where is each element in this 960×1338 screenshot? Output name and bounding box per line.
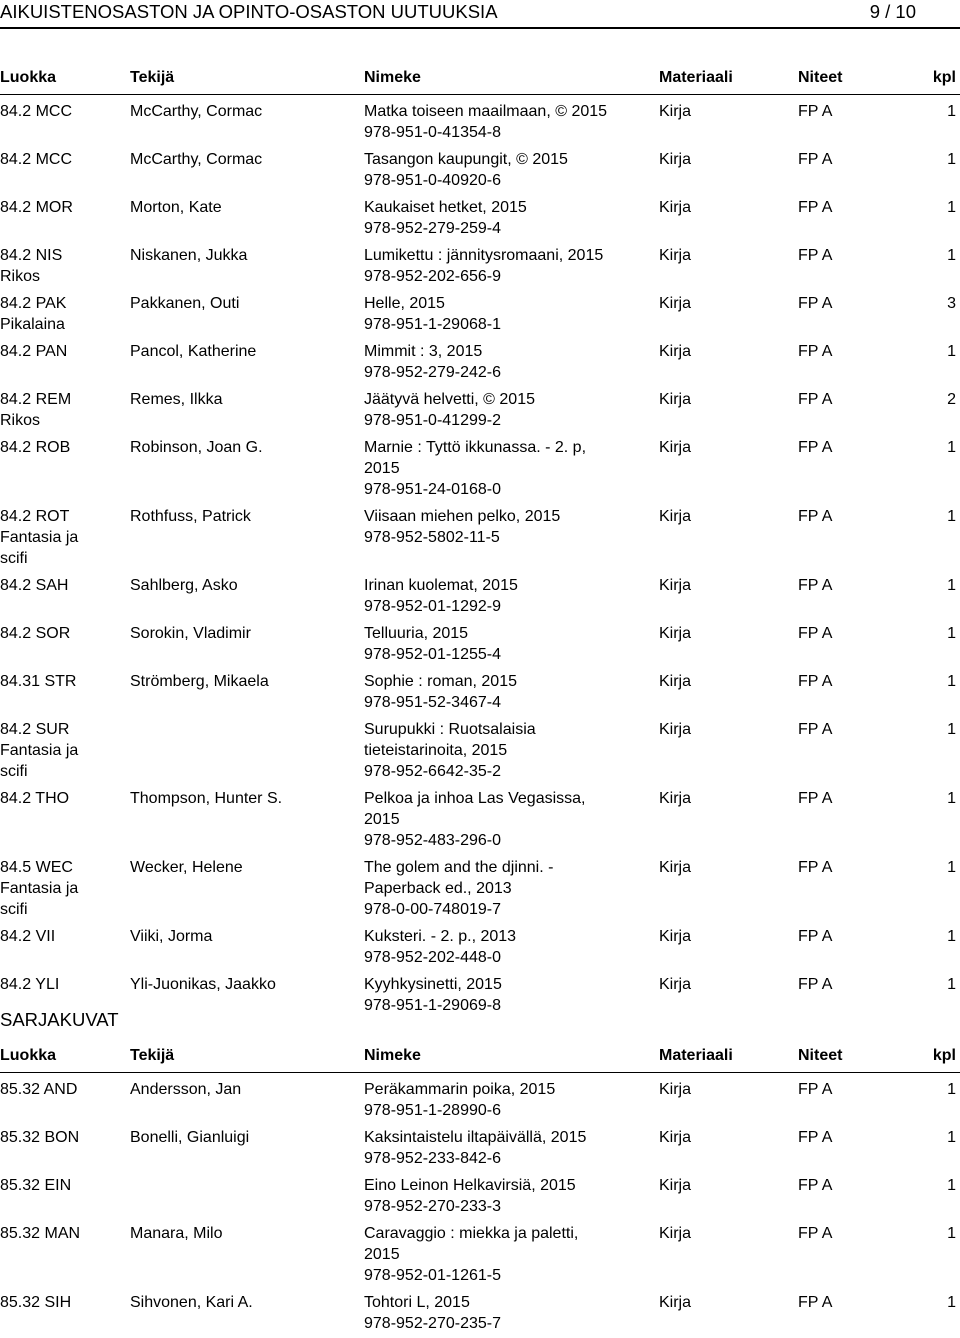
nimeke-line: Tasangon kaupungit, © 2015	[364, 151, 568, 168]
nimeke-cell	[364, 1127, 624, 1169]
luokka-line: 84.2 SUR	[0, 721, 70, 738]
nimeke-line: Kuksteri. - 2. p., 2013	[364, 928, 517, 945]
nimeke-line: 978-951-0-41354-8	[364, 124, 501, 141]
nimeke-line: Lumikettu : jännitysromaani, 2015	[364, 247, 604, 264]
nimeke-cell	[364, 671, 624, 713]
table-row	[0, 504, 960, 573]
niteet-cell: FP A	[798, 577, 833, 594]
nimeke-line: 978-951-24-0168-0	[364, 481, 501, 498]
kpl-cell: 1	[947, 247, 956, 264]
table-body	[0, 99, 960, 1020]
column-header-kpl: kpl	[932, 69, 956, 86]
niteet-cell: FP A	[798, 247, 833, 264]
nimeke-cell	[364, 437, 624, 500]
tekija-cell: Andersson, Jan	[130, 1081, 242, 1098]
nimeke-line: 978-951-0-40920-6	[364, 172, 501, 189]
nimeke-line: 978-951-1-28990-6	[364, 1102, 501, 1119]
tekija-cell: Robinson, Joan G.	[130, 439, 263, 456]
nimeke-line: Pelkoa ja inhoa Las Vegasissa,	[364, 790, 586, 807]
nimeke-line: Surupukki : Ruotsalaisia	[364, 721, 536, 738]
nimeke-line: 978-952-483-296-0	[364, 832, 501, 849]
niteet-cell: FP A	[798, 928, 833, 945]
nimeke-line: Telluuria, 2015	[364, 625, 469, 642]
nimeke-line: 978-0-00-748019-7	[364, 901, 501, 918]
main-table	[0, 64, 960, 1014]
column-header-tekija: Tekijä	[130, 69, 175, 86]
nimeke-cell	[364, 341, 624, 383]
luokka-line: 84.2 MCC	[0, 151, 73, 168]
niteet-cell: FP A	[798, 295, 833, 312]
nimeke-line: 978-951-52-3467-4	[364, 694, 501, 711]
materiaali-cell: Kirja	[659, 199, 692, 216]
niteet-cell: FP A	[798, 721, 833, 738]
nimeke-line: Kaksintaistelu iltapäivällä, 2015	[364, 1129, 587, 1146]
luokka-line: 84.2 SOR	[0, 625, 71, 642]
nimeke-line: 978-952-202-448-0	[364, 949, 501, 966]
nimeke-line: Mimmit : 3, 2015	[364, 343, 483, 360]
luokka-cell	[0, 857, 122, 920]
nimeke-cell	[364, 719, 624, 782]
luokka-cell	[0, 926, 122, 947]
nimeke-line: Kyyhkysinetti, 2015	[364, 976, 502, 993]
nimeke-cell	[364, 1292, 624, 1334]
materiaali-cell: Kirja	[659, 391, 692, 408]
materiaali-cell: Kirja	[659, 151, 692, 168]
niteet-cell: FP A	[798, 103, 833, 120]
materiaali-cell: Kirja	[659, 103, 692, 120]
section-title-sarjakuvat: SARJAKUVAT	[0, 1009, 119, 1030]
luokka-cell	[0, 623, 122, 644]
tekija-cell: Remes, Ilkka	[130, 391, 223, 408]
column-header-tekija: Tekijä	[130, 1047, 175, 1064]
table-row	[0, 243, 960, 291]
kpl-cell: 1	[947, 625, 956, 642]
materiaali-cell: Kirja	[659, 343, 692, 360]
kpl-cell: 1	[947, 1225, 956, 1242]
table-row	[0, 717, 960, 786]
kpl-cell: 1	[947, 673, 956, 690]
column-header-niteet: Niteet	[798, 69, 843, 86]
luokka-cell	[0, 293, 122, 335]
table-row	[0, 99, 960, 147]
nimeke-line: 978-952-01-1292-9	[364, 598, 501, 615]
kpl-cell: 1	[947, 790, 956, 807]
luokka-line: 84.2 PAK	[0, 295, 67, 312]
luokka-cell	[0, 1127, 122, 1148]
luokka-line: Fantasia ja	[0, 880, 79, 897]
tekija-cell: Sihvonen, Kari A.	[130, 1294, 253, 1311]
tekija-cell: Bonelli, Gianluigi	[130, 1129, 250, 1146]
column-header-luokka: Luokka	[0, 1047, 57, 1064]
tekija-cell: Strömberg, Mikaela	[130, 673, 269, 690]
luokka-cell	[0, 719, 122, 782]
nimeke-cell	[364, 974, 624, 1016]
column-header-kpl: kpl	[932, 1047, 956, 1064]
nimeke-line: Jäätyvä helvetti, © 2015	[364, 391, 535, 408]
niteet-cell: FP A	[798, 343, 833, 360]
luokka-cell	[0, 341, 122, 362]
materiaali-cell: Kirja	[659, 1294, 692, 1311]
tekija-cell: Sahlberg, Asko	[130, 577, 238, 594]
nimeke-line: 978-952-6642-35-2	[364, 763, 501, 780]
luokka-cell	[0, 671, 122, 692]
kpl-cell: 1	[947, 1129, 956, 1146]
nimeke-line: Matka toiseen maailmaan, © 2015	[364, 103, 608, 120]
nimeke-cell	[364, 1175, 624, 1217]
niteet-cell: FP A	[798, 391, 833, 408]
kpl-cell: 1	[947, 508, 956, 525]
kpl-cell: 3	[947, 295, 956, 312]
kpl-cell: 2	[947, 391, 956, 408]
nimeke-line: Eino Leinon Helkavirsiä, 2015	[364, 1177, 576, 1194]
tekija-cell: Rothfuss, Patrick	[130, 508, 251, 525]
column-header-luokka: Luokka	[0, 69, 57, 86]
nimeke-cell	[364, 389, 624, 431]
niteet-cell: FP A	[798, 1225, 833, 1242]
niteet-cell: FP A	[798, 151, 833, 168]
kpl-cell: 1	[947, 1294, 956, 1311]
niteet-cell: FP A	[798, 508, 833, 525]
niteet-cell: FP A	[798, 1129, 833, 1146]
luokka-line: 84.2 MCC	[0, 103, 73, 120]
luokka-cell	[0, 1223, 122, 1244]
luokka-line: 84.2 REM	[0, 391, 72, 408]
nimeke-line: 978-952-279-242-6	[364, 364, 501, 381]
nimeke-line: 978-952-01-1261-5	[364, 1267, 501, 1284]
materiaali-cell: Kirja	[659, 928, 692, 945]
nimeke-line: 978-951-1-29068-1	[364, 316, 501, 333]
luokka-cell	[0, 389, 122, 431]
table-row	[0, 147, 960, 195]
kpl-cell: 1	[947, 439, 956, 456]
table-body	[0, 1077, 960, 1338]
luokka-line: Fantasia ja	[0, 529, 79, 546]
luokka-line: Pikalaina	[0, 316, 65, 333]
nimeke-cell	[364, 857, 624, 920]
nimeke-cell	[364, 1223, 624, 1286]
kpl-cell: 1	[947, 1177, 956, 1194]
table-row	[0, 669, 960, 717]
kpl-cell: 1	[947, 928, 956, 945]
tekija-cell: Pancol, Katherine	[130, 343, 257, 360]
materiaali-cell: Kirja	[659, 439, 692, 456]
tekija-cell: Viiki, Jorma	[130, 928, 213, 945]
table-header-rule	[0, 1072, 960, 1073]
nimeke-line: Caravaggio : miekka ja paletti,	[364, 1225, 579, 1242]
luokka-line: Fantasia ja	[0, 742, 79, 759]
kpl-cell: 1	[947, 103, 956, 120]
nimeke-line: 978-952-233-842-6	[364, 1150, 501, 1167]
luokka-line: 85.32 MAN	[0, 1225, 81, 1242]
luokka-cell	[0, 1175, 122, 1196]
nimeke-cell	[364, 926, 624, 968]
tekija-cell: McCarthy, Cormac	[130, 151, 263, 168]
nimeke-cell	[364, 101, 624, 143]
materiaali-cell: Kirja	[659, 976, 692, 993]
materiaali-cell: Kirja	[659, 1129, 692, 1146]
niteet-cell: FP A	[798, 790, 833, 807]
luokka-cell	[0, 101, 122, 122]
kpl-cell: 1	[947, 976, 956, 993]
luokka-cell	[0, 506, 122, 569]
page-header	[0, 0, 960, 24]
kpl-cell: 1	[947, 343, 956, 360]
kpl-cell: 1	[947, 151, 956, 168]
kpl-cell: 1	[947, 859, 956, 876]
materiaali-cell: Kirja	[659, 673, 692, 690]
niteet-cell: FP A	[798, 1294, 833, 1311]
table-row	[0, 387, 960, 435]
luokka-line: 84.2 VII	[0, 928, 56, 945]
luokka-cell	[0, 245, 122, 287]
materiaali-cell: Kirja	[659, 508, 692, 525]
luokka-cell	[0, 149, 122, 170]
niteet-cell: FP A	[798, 1177, 833, 1194]
table-row	[0, 339, 960, 387]
niteet-cell: FP A	[798, 625, 833, 642]
niteet-cell: FP A	[798, 859, 833, 876]
nimeke-cell	[364, 1079, 624, 1121]
materiaali-cell: Kirja	[659, 625, 692, 642]
niteet-cell: FP A	[798, 673, 833, 690]
nimeke-line: Peräkammarin poika, 2015	[364, 1081, 556, 1098]
luokka-line: 84.2 ROB	[0, 439, 71, 456]
nimeke-cell	[364, 623, 624, 665]
table-header	[0, 1042, 960, 1072]
materiaali-cell: Kirja	[659, 1081, 692, 1098]
luokka-line: 84.5 WEC	[0, 859, 73, 876]
table-row	[0, 1221, 960, 1290]
luokka-cell	[0, 1079, 122, 1100]
nimeke-cell	[364, 197, 624, 239]
nimeke-cell	[364, 149, 624, 191]
nimeke-line: Paperback ed., 2013	[364, 880, 512, 897]
column-header-nimeke: Nimeke	[364, 1047, 421, 1064]
materiaali-cell: Kirja	[659, 295, 692, 312]
kpl-cell: 1	[947, 199, 956, 216]
nimeke-line: Irinan kuolemat, 2015	[364, 577, 518, 594]
table-row	[0, 621, 960, 669]
tekija-cell: Morton, Kate	[130, 199, 222, 216]
nimeke-line: 2015	[364, 811, 400, 828]
luokka-line: scifi	[0, 550, 28, 567]
nimeke-line: 978-952-270-233-3	[364, 1198, 501, 1215]
tekija-cell: Niskanen, Jukka	[130, 247, 248, 264]
luokka-line: 85.32 EIN	[0, 1177, 72, 1194]
luokka-cell	[0, 575, 122, 596]
luokka-line: 84.2 MOR	[0, 199, 73, 216]
nimeke-cell	[364, 293, 624, 335]
luokka-line: Rikos	[0, 412, 41, 429]
nimeke-line: 978-952-202-656-9	[364, 268, 501, 285]
nimeke-line: 978-952-5802-11-5	[364, 529, 500, 546]
luokka-line: 84.2 ROT	[0, 508, 70, 525]
table-row	[0, 1125, 960, 1173]
tekija-cell: McCarthy, Cormac	[130, 103, 263, 120]
luokka-line: 84.2 THO	[0, 790, 70, 807]
table-row	[0, 195, 960, 243]
luokka-cell	[0, 788, 122, 809]
table-row	[0, 1077, 960, 1125]
table-row	[0, 855, 960, 924]
table-row	[0, 972, 960, 1020]
tekija-cell: Yli-Juonikas, Jaakko	[130, 976, 276, 993]
nimeke-line: 2015	[364, 460, 400, 477]
materiaali-cell: Kirja	[659, 1177, 692, 1194]
nimeke-cell	[364, 575, 624, 617]
materiaali-cell: Kirja	[659, 790, 692, 807]
table-row	[0, 573, 960, 621]
page-title: AIKUISTENOSASTON JA OPINTO-OSASTON UUTUUKSIA	[0, 1, 498, 22]
nimeke-line: Tohtori L, 2015	[364, 1294, 470, 1311]
table-row	[0, 786, 960, 855]
table-row	[0, 1290, 960, 1338]
nimeke-line: Helle, 2015	[364, 295, 445, 312]
tekija-cell: Manara, Milo	[130, 1225, 223, 1242]
luokka-line: 85.32 SIH	[0, 1294, 72, 1311]
nimeke-line: The golem and the djinni. -	[364, 859, 554, 876]
nimeke-line: 2015	[364, 1246, 400, 1263]
materiaali-cell: Kirja	[659, 859, 692, 876]
nimeke-line: Kaukaiset hetket, 2015	[364, 199, 527, 216]
page-number: 9 / 10	[869, 1, 916, 22]
nimeke-line: Viisaan miehen pelko, 2015	[364, 508, 561, 525]
nimeke-line: 978-951-1-29069-8	[364, 997, 501, 1014]
luokka-line: 84.2 NIS	[0, 247, 63, 264]
luokka-line: 84.2 SAH	[0, 577, 69, 594]
luokka-line: 85.32 AND	[0, 1081, 78, 1098]
luokka-line: 85.32 BON	[0, 1129, 80, 1146]
nimeke-line: Marnie : Tyttö ikkunassa. - 2. p,	[364, 439, 587, 456]
niteet-cell: FP A	[798, 1081, 833, 1098]
nimeke-line: 978-951-0-41299-2	[364, 412, 501, 429]
nimeke-cell	[364, 506, 624, 548]
tekija-cell: Pakkanen, Outi	[130, 295, 240, 312]
luokka-cell	[0, 1292, 122, 1313]
materiaali-cell: Kirja	[659, 247, 692, 264]
luokka-line: scifi	[0, 763, 28, 780]
tekija-cell: Thompson, Hunter S.	[130, 790, 283, 807]
nimeke-cell	[364, 788, 624, 851]
luokka-line: 84.2 YLI	[0, 976, 60, 993]
niteet-cell: FP A	[798, 976, 833, 993]
table-row	[0, 291, 960, 339]
niteet-cell: FP A	[798, 439, 833, 456]
luokka-cell	[0, 974, 122, 995]
kpl-cell: 1	[947, 721, 956, 738]
table-header-rule	[0, 94, 960, 95]
luokka-line: 84.31 STR	[0, 673, 77, 690]
nimeke-line: 978-952-01-1255-4	[364, 646, 501, 663]
sarjakuvat-table	[0, 1042, 960, 1332]
nimeke-cell	[364, 245, 624, 287]
nimeke-line: 978-952-279-259-4	[364, 220, 501, 237]
column-header-nimeke: Nimeke	[364, 69, 421, 86]
nimeke-line: tieteistarinoita, 2015	[364, 742, 508, 759]
table-header	[0, 64, 960, 94]
tekija-cell: Sorokin, Vladimir	[130, 625, 251, 642]
niteet-cell: FP A	[798, 199, 833, 216]
luokka-line: scifi	[0, 901, 28, 918]
header-rule	[0, 27, 960, 29]
luokka-line: 84.2 PAN	[0, 343, 68, 360]
materiaali-cell: Kirja	[659, 721, 692, 738]
column-header-materiaali: Materiaali	[659, 1047, 733, 1064]
table-row	[0, 924, 960, 972]
table-row	[0, 1173, 960, 1221]
nimeke-line: Sophie : roman, 2015	[364, 673, 517, 690]
materiaali-cell: Kirja	[659, 577, 692, 594]
nimeke-line: 978-952-270-235-7	[364, 1315, 501, 1332]
table-row	[0, 435, 960, 504]
tekija-cell: Wecker, Helene	[130, 859, 243, 876]
column-header-materiaali: Materiaali	[659, 69, 733, 86]
materiaali-cell: Kirja	[659, 1225, 692, 1242]
column-header-niteet: Niteet	[798, 1047, 843, 1064]
kpl-cell: 1	[947, 577, 956, 594]
kpl-cell: 1	[947, 1081, 956, 1098]
luokka-line: Rikos	[0, 268, 41, 285]
luokka-cell	[0, 437, 122, 458]
luokka-cell	[0, 197, 122, 218]
